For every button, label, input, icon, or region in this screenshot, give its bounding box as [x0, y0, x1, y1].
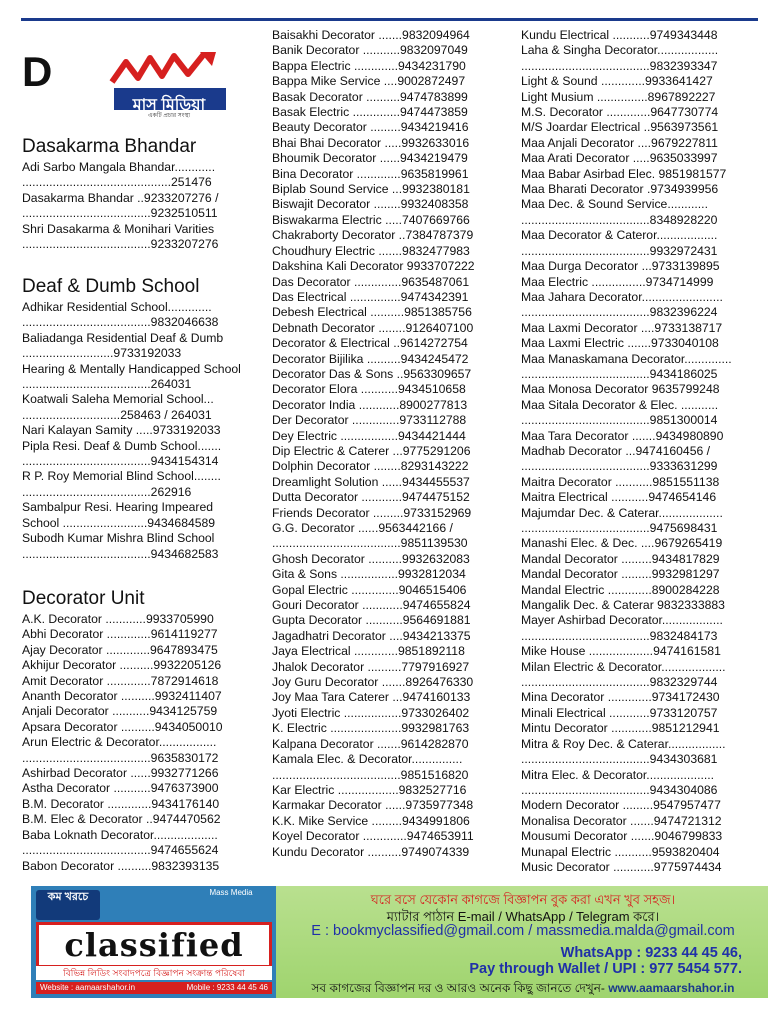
listing-line: Mandal Decorator .........9932981297 — [521, 567, 720, 582]
heading-decorator: Decorator Unit — [22, 588, 145, 609]
listing-line: Abhi Decorator .............9614119277 — [22, 627, 218, 642]
listing-line: Mike House ...................9474161581 — [521, 644, 721, 659]
ad-line-2: ম্যাটার পাঠান E-mail / WhatsApp / Telegram করে। — [386, 909, 660, 924]
heading-dasakarma: Dasakarma Bhandar — [22, 136, 197, 157]
ad-footer-line — [288, 980, 758, 1000]
ad-email[interactable]: E : bookmyclassified@gmail.com / massmedia.malda@gmail.com — [311, 923, 735, 939]
listing-line: Hearing & Mentally Handicapped School — [22, 361, 241, 376]
listing-line: Joy Maa Tara Caterer ...9474160133 — [272, 690, 471, 705]
listing-line: Kalpana Decorator .......9614282870 — [272, 736, 469, 751]
listing-line: Mandal Decorator .........9434817829 — [521, 551, 720, 566]
listing-line: Decorator Das & Sons ..9563309657 — [272, 366, 472, 381]
listing-line: A.K. Decorator ............9933705990 — [22, 612, 214, 626]
listing-line: Maa Manaskamana Decorator.............. — [521, 351, 732, 366]
listing-line: K.K. Mike Service .........9434991806 — [272, 813, 470, 828]
listing-line: R P. Roy Memorial Blind School........ — [22, 469, 221, 484]
listing-line: ......................................9851516820 — [272, 767, 469, 782]
listing-line: Monalisa Decorator .......9474721312 — [521, 813, 722, 828]
listing-line: ......................................9851139530 — [272, 536, 468, 551]
listing-line: M/S Joardar Electrical ..9563973561 — [521, 120, 719, 135]
listing-line: Apsara Decorator ..........9434050010 — [22, 719, 223, 734]
listing-line: Dey Electric .................9434421444 — [272, 428, 466, 443]
listing-line: Joy Guru Decorator .......8926476330 — [272, 675, 474, 690]
listing-line: ......................................9475698431 — [521, 521, 718, 535]
listing-line: ......................................9434304086 — [521, 782, 718, 797]
listing-line: Bhoumik Decorator ......9434219479 — [272, 151, 468, 166]
listing-line: Ghosh Decorator ..........9932632083 — [272, 551, 470, 566]
top-rule — [21, 18, 758, 21]
listing-line: Maitra Electrical ...........9474654146 — [521, 490, 717, 505]
listing-line: Light Musium ...............8967892227 — [521, 89, 716, 104]
listing-line: Jyoti Electric .................9733026402 — [272, 705, 470, 720]
listing-line: Munapal Electric ...........9593820404 — [521, 844, 720, 859]
listing-line: ......................................9434303681 — [521, 752, 718, 767]
listing-line: Mitra Elec. & Decorator.................... — [521, 767, 715, 782]
ad-mini-logo: Mass Media — [209, 888, 253, 897]
listing-line: Maa Bharati Decorator .9734939956 — [521, 182, 719, 197]
listing-line: Baba Loknath Decorator................... — [22, 827, 218, 842]
listing-line: ......................................9851300014 — [521, 413, 718, 428]
dasakarma-list — [22, 160, 254, 252]
listing-line: Madhab Decorator ...9474160456 / — [521, 443, 711, 458]
listing-line: Music Decorator ............9775974434 — [521, 859, 722, 874]
listing-line: Koatwali Saleha Memorial School... — [22, 392, 214, 407]
listing-line: Maa Laxmi Decorator ....9733138717 — [521, 320, 723, 335]
listing-line: Gita & Sons .................9932812034 — [272, 567, 466, 582]
listing-line: Mayer Ashirbad Decorator.................. — [521, 613, 723, 628]
listing-line: Ajay Decorator .............9647893475 — [22, 642, 218, 657]
listing-line: Ananth Decorator ..........9932411407 — [22, 689, 222, 704]
listing-line: Maitra Decorator ...........9851551138 — [521, 474, 720, 489]
listing-line: ............................................251476 — [22, 175, 212, 190]
listing-line: Choudhury Electric .......9832477983 — [272, 243, 470, 258]
listing-line: Maa Anjali Decorator ....9679227811 — [521, 135, 718, 150]
listing-line: ......................................9434154314 — [22, 454, 219, 469]
listing-line: Maa Electric ................9734714999 — [521, 274, 714, 289]
listing-line: Chakraborty Decorator ..7384787379 — [272, 228, 474, 243]
decorator-column-1 — [22, 612, 254, 874]
listing-line: Karmakar Decorator ......9735977348 — [272, 798, 474, 813]
listing-line: Akhijur Decorator ..........9932205126 — [22, 658, 222, 673]
listing-line: Modern Decorator .........9547957477 — [521, 798, 721, 813]
listing-line: Koyel Decorator .............9474653911 — [272, 829, 474, 844]
listing-line: ......................................9232510511 — [22, 206, 218, 221]
listing-line: Kar Electric ..................9832527716 — [272, 782, 467, 797]
listing-line: Maa Durga Decorator ...9733139895 — [521, 259, 720, 274]
section-deaf-dumb — [22, 276, 254, 562]
listing-line: Light & Sound .............9933641427 — [521, 74, 713, 89]
section-dasakarma — [22, 136, 254, 252]
listing-line: Maa Decorator & Cateror.................. — [521, 228, 718, 243]
section-letter: D — [22, 48, 53, 95]
listing-line: ......................................9832393347 — [521, 58, 718, 73]
ad-classified-wordmark: classified — [36, 922, 272, 968]
ad-website[interactable]: Website : aamaarshahor.in — [40, 983, 136, 992]
listing-line: Dreamlight Solution ......9434455537 — [272, 474, 470, 489]
listing-line: Maa Tara Decorator .......9434980890 — [521, 428, 724, 443]
listing-line: ......................................9434682583 — [22, 546, 219, 561]
listing-line: Laha & Singha Decorator.................. — [521, 43, 719, 58]
listing-line: ......................................264031 — [22, 377, 192, 392]
listing-line: Jhalok Decorator ..........7797916927 — [272, 659, 470, 674]
section-decorator — [22, 588, 254, 874]
listing-line: ......................................8348928220 — [521, 212, 718, 227]
listing-line: Babon Decorator ..........9832393135 — [22, 858, 220, 873]
listing-line: B.M. Elec & Decorator ..9474470562 — [22, 812, 221, 827]
listing-line: Maa Dec. & Sound Service............ — [521, 197, 708, 212]
listing-line: School .........................9434684589 — [22, 515, 216, 530]
listing-line: Das Decorator ..............9635487061 — [272, 274, 470, 289]
listing-line: Bhai Bhai Decorator .....9932633016 — [272, 135, 470, 150]
listing-line: Bappa Electric .............9434231790 — [272, 58, 466, 73]
listing-line: Dutta Decorator ............9474475152 — [272, 490, 470, 505]
listing-line: ......................................9832396224 — [521, 305, 718, 320]
listing-line: Minali Electrical ............9733120757 — [521, 705, 718, 720]
listing-line: Kamala Elec. & Decorator............... — [272, 752, 463, 767]
ad-footer-bar — [36, 982, 272, 994]
listing-line: Kundu Decorator ..........9749074339 — [272, 844, 470, 859]
listing-line: ......................................9932972431 — [521, 243, 718, 258]
ad-mobile: Mobile : 9233 44 45 46 — [186, 983, 268, 992]
listing-line: ......................................9233207276 — [22, 237, 219, 252]
listing-line: ......................................9832046638 — [22, 315, 219, 330]
listing-line: ......................................9832484173 — [521, 628, 718, 643]
decorator-column-2 — [272, 28, 498, 860]
listing-line: ......................................9474655624 — [22, 843, 219, 858]
listing-line: Biswajit Decorator ........9932408358 — [272, 197, 469, 212]
listing-line: G.G. Decorator ......9563442166 / — [272, 521, 453, 535]
listing-line: ...........................9733192033 — [22, 346, 182, 361]
ad-whatsapp: WhatsApp : 9233 44 45 46, — [560, 945, 742, 961]
listing-line: Beauty Decorator .........9434219416 — [272, 120, 469, 135]
deaf-list — [22, 300, 254, 562]
listing-line: K. Electric .....................9932981763 — [272, 721, 470, 736]
listing-line: Biplab Sound Service ...9932380181 — [272, 182, 470, 197]
listing-line: Gopal Electric ..............9046515406 — [272, 582, 467, 597]
ad-footer-site[interactable]: www.aamaarshahor.in — [608, 981, 735, 995]
listing-line: Mitra & Roy Dec. & Caterar................. — [521, 736, 726, 751]
listing-line: Jagadhatri Decorator ....9434213375 — [272, 628, 471, 643]
decorator-column-3 — [521, 28, 751, 875]
listing-line: Das Electrical ...............9474342391 — [272, 289, 469, 304]
listing-line: Dasakarma Bhandar ..9233207276 / — [22, 190, 219, 205]
ad-stamp: কম খরচে — [36, 890, 100, 920]
listing-line: Gouri Decorator ............9474655824 — [272, 598, 471, 613]
listing-line: Decorator & Electrical ..9614272754 — [272, 336, 468, 351]
listing-line: Nari Kalayan Samity .....9733192033 — [22, 423, 221, 438]
ad-line-1: ঘরে বসে যেকোন কাগজে বিজ্ঞাপন বুক করা এখন খুব সহজ। — [370, 892, 676, 907]
listing-line: Manashi Elec. & Dec. ....9679265419 — [521, 536, 723, 551]
listing-line: Banik Decorator ...........9832097049 — [272, 43, 468, 58]
listing-line: Jaya Electrical .............9851892118 — [272, 644, 465, 659]
listing-line: Amit Decorator .............7872914618 — [22, 673, 219, 688]
listing-line: Decorator India ............8900277813 — [272, 397, 468, 412]
listing-line: Adi Sarbo Mangala Bhandar............ — [22, 160, 216, 174]
listing-line: ......................................9434186025 — [521, 366, 718, 381]
listing-line: B.M. Decorator .............9434176140 — [22, 796, 220, 811]
listing-line: Maa Sitala Decorator & Elec. ........... — [521, 397, 719, 412]
ad-footer-text: সব কাগজের বিজ্ঞাপন দর ও আরও অনেক কিছু জানতে দেখুন- — [311, 981, 605, 995]
listing-line: ......................................262916 — [22, 484, 192, 499]
listing-line: Pipla Resi. Deaf & Dumb School....... — [22, 438, 222, 453]
listing-line: Der Decorator ..............9733112788 — [272, 413, 467, 428]
listing-line: Decorator Bijilika ..........9434245472 — [272, 351, 469, 366]
logo-tagline: একটি প্রচার সংস্থা — [147, 113, 191, 119]
listing-line: Maa Babar Asirbad Elec. 9851981577 — [521, 166, 727, 181]
listing-line: Basak Decorator ..........9474783899 — [272, 89, 468, 104]
listing-line: Maa Laxmi Electric .......9733040108 — [521, 336, 719, 351]
listing-line: Maa Monosa Decorator 9635799248 — [521, 382, 720, 397]
listing-line: Mandal Electric .............8900284228 — [521, 582, 720, 597]
listing-line: Arun Electric & Decorator................. — [22, 735, 217, 750]
listing-line: Subodh Kumar Mishra Blind School — [22, 531, 215, 546]
listing-line: Kundu Electrical ...........9749343448 — [521, 28, 718, 42]
listing-line: Bina Decorator .............9635819961 — [272, 166, 469, 181]
listing-line: Baliadanga Residential Deaf & Dumb — [22, 330, 224, 345]
heading-deaf-dumb: Deaf & Dumb School — [22, 276, 200, 297]
listing-line: ......................................9333631299 — [521, 459, 718, 474]
listing-line: Debnath Decorator ........9126407100 — [272, 320, 474, 335]
listing-line: Adhikar Residential School............. — [22, 300, 212, 314]
listing-line: M.S. Decorator .............9647730774 — [521, 105, 719, 120]
ad-service-strip: বিভিন্ন লিডিং সংবাদপত্রে বিজ্ঞাপন সংক্রান্ত পরিষেবা — [36, 966, 272, 980]
listing-line: Ashirbad Decorator ......9932771266 — [22, 766, 219, 781]
listing-line: Bappa Mike Service ....9002872497 — [272, 74, 466, 89]
listing-line: Dolphin Decorator ........8293143222 — [272, 459, 469, 474]
mass-media-logo — [104, 52, 234, 119]
listing-line: Biswakarma Electric .....7407669766 — [272, 212, 470, 227]
listing-line: Maa Arati Decorator .....9635033997 — [521, 151, 718, 166]
listing-line: Sambalpur Resi. Hearing Impeared — [22, 500, 214, 515]
listing-line: Astha Decorator ...........9476373900 — [22, 781, 219, 796]
listing-line: .............................258463 / 264031 — [22, 407, 212, 422]
listing-line: Mangalik Dec. & Caterar 9832333883 — [521, 598, 725, 613]
listing-line: Basak Electric ..............9474473859 — [272, 105, 468, 120]
listing-line: Majumdar Dec. & Caterar................... — [521, 505, 723, 520]
listing-line: Mintu Decorator ............9851212941 — [521, 721, 720, 736]
listing-line: Friends Decorator .........9733152969 — [272, 505, 472, 520]
listing-line: Dakshina Kali Decorator 9933707222 — [272, 259, 475, 274]
ad-pay: Pay through Wallet / UPI : 977 5454 577. — [469, 961, 742, 977]
listing-line: Mina Decorator .............9734172430 — [521, 690, 720, 705]
listing-line: Baisakhi Decorator .......9832094964 — [272, 28, 470, 42]
listing-line: ......................................9832329744 — [521, 675, 718, 690]
listing-line: Dip Electric & Caterer ...9775291206 — [272, 443, 471, 458]
logo-name: মাস মিডিয়া — [132, 97, 206, 114]
listing-line: Shri Dasakarma & Monihari Varities — [22, 221, 215, 236]
listing-line: Mousumi Decorator .......9046799833 — [521, 829, 723, 844]
listing-line: Debesh Electrical ..........9851385756 — [272, 305, 472, 320]
listing-line: Gupta Decorator ...........9564691881 — [272, 613, 471, 628]
listing-line: Milan Electric & Decorator................... — [521, 659, 726, 674]
listing-line: Decorator Elora ...........9434510658 — [272, 382, 466, 397]
listing-line: Maa Jahara Decorator........................ — [521, 289, 723, 304]
listing-line: ......................................9635830172 — [22, 750, 219, 765]
listing-line: Anjali Decorator ...........9434125759 — [22, 704, 218, 719]
